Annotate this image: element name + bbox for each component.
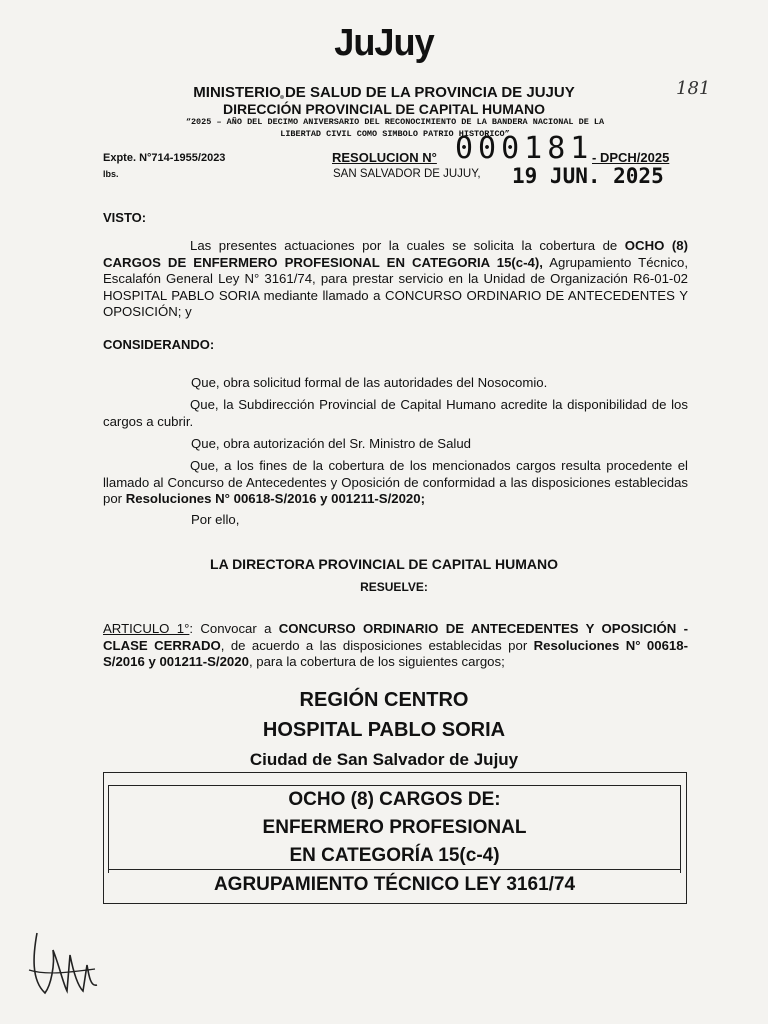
resolucion-label: RESOLUCION N° (332, 150, 437, 165)
cargo-line-1: OCHO (8) CARGOS DE: (288, 789, 501, 810)
resolucion-number: 000181 (455, 131, 594, 166)
articulo-text-3: , para la cobertura de los siguientes cargos; (248, 654, 505, 669)
considerando-4-text: Que, a los fines de la cobertura de los mencionados cargos resulta procedente el llamado al Concurso de Antecedentes y Oposición de conformidad a las disposiciones establecidas por (103, 458, 688, 506)
visto-paragraph (103, 238, 688, 321)
considerando-heading: CONSIDERANDO: (103, 337, 215, 352)
province-logo: JuJuy (334, 22, 434, 64)
articulo-bold-1: CONCURSO ORDINARIO DE ANTECEDENTES Y OPOSICIÓN - CLASE CERRADO (103, 621, 688, 653)
signature-icon (25, 925, 105, 1000)
visto-heading: VISTO: (103, 210, 147, 225)
articulo-1 (103, 621, 688, 671)
cargo-footer: AGRUPAMIENTO TÉCNICO LEY 3161/74 (108, 869, 681, 900)
articulo-text-1: : Convocar a (189, 621, 279, 636)
por-ello: Por ello, (191, 512, 240, 527)
initials: lbs. (103, 169, 119, 179)
visto-text-bold: OCHO (8) CARGOS DE ENFERMERO PROFESIONAL EN CATEGORIA 15(c-4), (103, 238, 689, 270)
expediente-number: Expte. N°714-1955/2023 (103, 152, 226, 164)
resolution-date: 19 JUN. 2025 (512, 164, 664, 188)
cargo-inner-box (108, 785, 681, 873)
cargo-box (103, 772, 687, 904)
cargo-line-2: ENFERMERO PROFESIONAL (262, 817, 527, 838)
articulo-label: ARTICULO 1° (103, 621, 190, 636)
visto-text-2: Agrupamiento Técnico, Escalafón General Ley N° 3161/74, para prestar servicio en la Unidad de Organización R6-01-02 HOSPITAL PABLO SORIA mediante llamado a CONCURSO ORDINARIO DE ANTECEDENTES Y OPOSICIÓN; y (103, 254, 688, 319)
direction-title: DIRECCIÓN PROVINCIAL DE CAPITAL HUMANO (222, 101, 545, 117)
city-title: Ciudad de San Salvador de Jujuy (249, 750, 519, 769)
resuelve-heading: RESUELVE: (360, 580, 428, 594)
handwritten-folio: 181 (676, 78, 711, 99)
region-title: REGIÓN CENTRO (299, 689, 469, 711)
year-motto (110, 116, 680, 140)
year-motto-line-1: “2025 – AÑO DEL DECIMO ANIVERSARIO DEL RECONOCIMIENTO DE LA BANDERA NACIONAL DE LA (185, 117, 605, 127)
authority-title: LA DIRECTORA PROVINCIAL DE CAPITAL HUMANO (210, 556, 558, 572)
considerando-2: Que, la Subdirección Provincial de Capital Humano acredite la disponibilidad de los cargos a cubrir. (103, 397, 688, 429)
considerando-4 (103, 458, 688, 508)
place-label: SAN SALVADOR DE JUJUY, (333, 168, 481, 180)
ministry-title: MINISTERIO DE SALUD DE LA PROVINCIA DE JUJUY (193, 84, 575, 101)
considerando-4-bold: Resoluciones N° 00618-S/2016 y 001211-S/2020; (125, 491, 425, 506)
articulo-bold-2: Resoluciones N° 00618-S/2016 y 001211-S/2020 (103, 637, 688, 669)
articulo-text-2: , de acuerdo a las disposiciones establecidas por (220, 637, 534, 653)
hospital-title: HOSPITAL PABLO SORIA (262, 719, 506, 741)
cargo-description (109, 786, 680, 870)
considerando-3: Que, obra autorización del Sr. Ministro de Salud (191, 436, 472, 451)
year-motto-line-2: LIBERTAD CIVIL COMO SIMBOLO PATRIO HISTORICO” (280, 129, 510, 139)
considerando-1: Que, obra solicitud formal de las autoridades del Nosocomio. (191, 375, 548, 390)
visto-text-1: Las presentes actuaciones por la cuales se solicita la cobertura de (190, 238, 625, 253)
resolucion-suffix: - DPCH/2025 (592, 150, 670, 165)
cargo-line-3: EN CATEGORÍA 15(c-4) (289, 845, 500, 866)
